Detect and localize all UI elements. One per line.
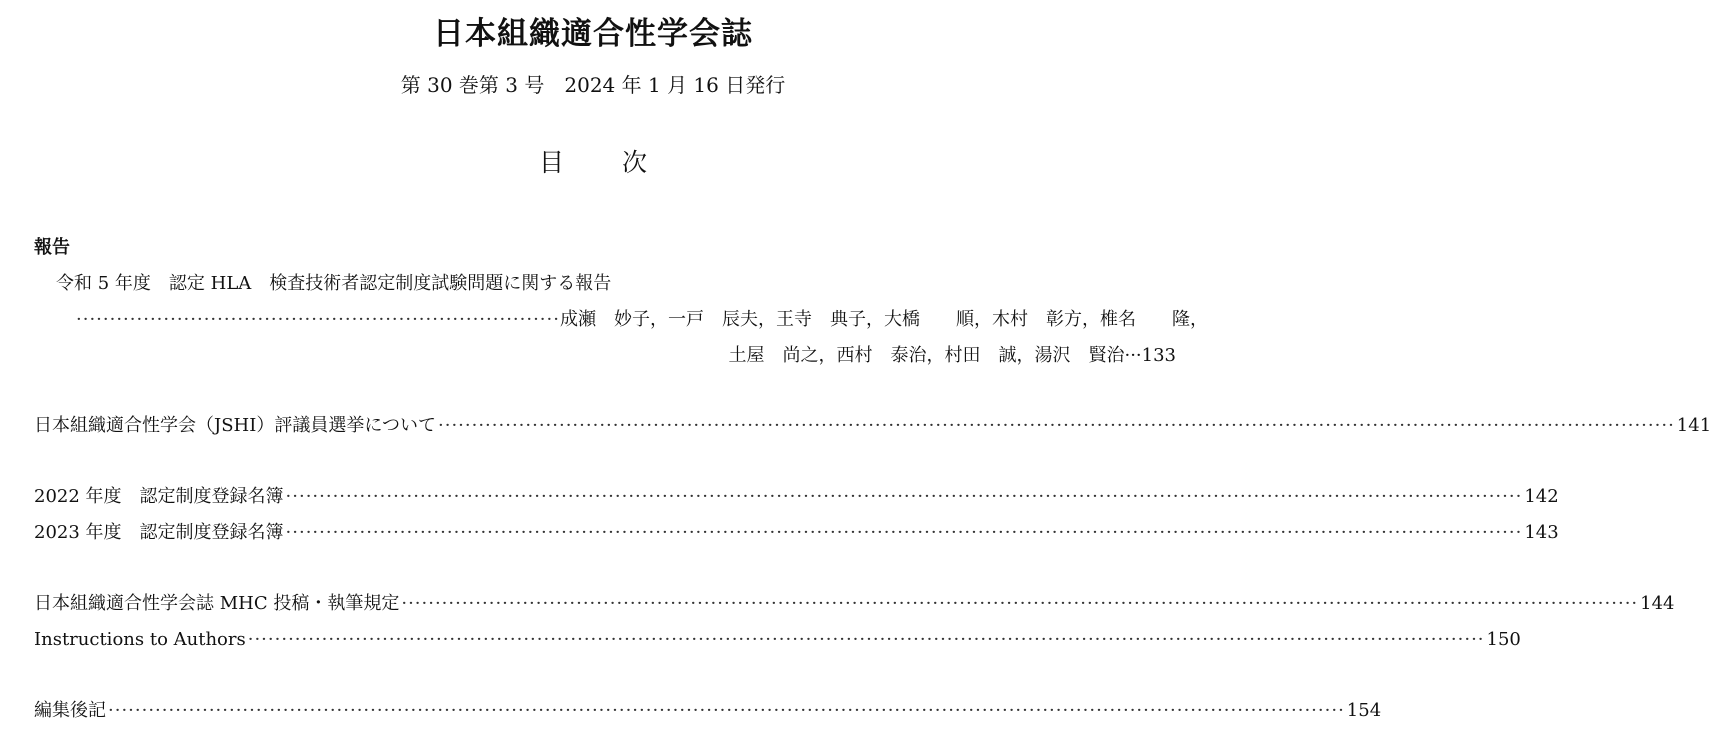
dot-leader: ························································································································································································ — [108, 700, 1345, 721]
toc-entry-title: 日本組織適合性学会誌 MHC 投稿・執筆規定 — [34, 593, 400, 614]
section-label-report: 報告 — [34, 237, 70, 258]
report-authors-line-2 — [728, 342, 1176, 370]
toc-heading-char-1: 目 — [538, 148, 564, 177]
toc-heading-char-2: 次 — [622, 148, 648, 177]
toc-entry-page: 150 — [1486, 629, 1521, 650]
toc-entry-page: 144 — [1640, 593, 1675, 614]
toc-entry[interactable] — [34, 697, 1382, 725]
toc-entry-page: 141 — [1676, 415, 1711, 436]
report-page-number: 133 — [1141, 345, 1176, 366]
toc-entry-page: 143 — [1524, 522, 1559, 543]
journal-title: 日本組織適合性学会誌 — [433, 16, 753, 52]
toc-entry[interactable] — [34, 483, 1559, 511]
toc-entry-page: 142 — [1524, 486, 1559, 507]
toc-heading — [0, 145, 1186, 181]
toc-entry[interactable] — [34, 590, 1675, 618]
dot-leader: ························································································································································································ — [438, 415, 1675, 436]
dot-leader: ························································································································································································ — [285, 486, 1523, 507]
toc-entry[interactable] — [34, 412, 1711, 440]
toc-entry-title: 編集後記 — [34, 700, 106, 721]
toc-entry-page: 154 — [1346, 700, 1382, 721]
dot-leader: ························································································································································································ — [401, 593, 1639, 614]
toc-entry-title: 日本組織適合性学会（JSHI）評議員選挙について — [34, 415, 436, 436]
toc-entry-title: 2023 年度 認定制度登録名簿 — [34, 522, 284, 543]
toc-entry-title: Instructions to Authors — [34, 629, 246, 650]
authors-text-1: 成瀬 妙子，一戸 辰夫，王寺 典子，大橋 順，木村 彰方，椎名 隆， — [559, 309, 1208, 330]
report-title[interactable]: 令和 5 年度 認定 HLA 検査技術者認定制度試験問題に関する報告 — [56, 273, 612, 294]
dot-leader: ········································································ — [76, 309, 560, 330]
dot-leader: ························································································································································································ — [285, 522, 1523, 543]
toc-entry[interactable] — [34, 519, 1559, 547]
dot-leader: ························································································································································································ — [247, 629, 1485, 650]
issue-info: 第 30 巻第 3 号 2024 年 1 月 16 日発行 — [400, 73, 786, 97]
dot-leader: ··· — [1124, 345, 1142, 366]
toc-entry-title: 2022 年度 認定制度登録名簿 — [34, 486, 284, 507]
report-authors-line-1 — [76, 306, 1208, 334]
toc-entry[interactable] — [34, 626, 1521, 654]
authors-text-2: 土屋 尚之，西村 泰治，村田 誠，湯沢 賢治 — [728, 345, 1125, 366]
